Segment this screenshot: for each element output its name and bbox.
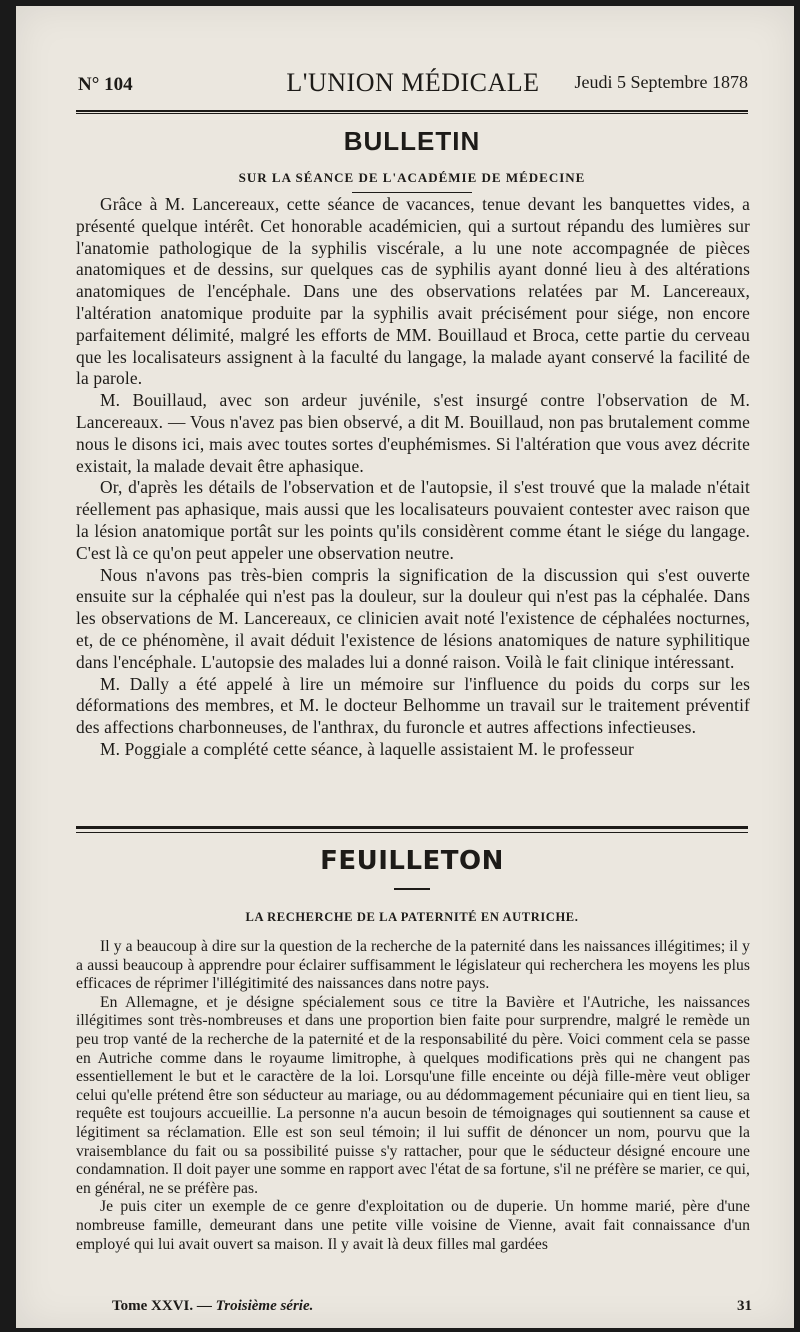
footer-tome: Tome XXVI. — bbox=[112, 1298, 212, 1314]
bulletin-paragraph-4: Nous n'avons pas très-bien compris la signification de la discussion qui s'est ouverte ensuite sur la céphalée qui n'est pas la douleur, sur la douleur qui n'est pas la céphalée. Dans les observations de M. Lancereaux, ce clinicien avait noté l'existence de céphalées nocturnes, et, de ce phénomène, il avait déduit l'existence de lésions anatomiques de nature syphilitique dans l'encéphale. L'autopsie des malades lui a donné raison. Voilà le fait clinique intéressant. bbox=[76, 564, 750, 672]
journal-title: L'UNION MÉDICALE bbox=[286, 68, 540, 97]
feuilleton-paragraph-3: Je puis citer un exemple de ce genre d'exploitation ou de duperie. Un homme marié, père d'une nombreuse famille, demeurant dans une petite ville voisine de Vienne, avait fait connaissance d'un employé qui lui avait ouvert sa maison. Il y avait là deux filles mal gardées bbox=[76, 1198, 750, 1253]
header-rule-thin bbox=[76, 113, 748, 114]
footer-serie: Troisième série. bbox=[215, 1298, 314, 1314]
newspaper-page bbox=[16, 6, 794, 1328]
subtitle-rule bbox=[352, 192, 472, 193]
issue-number: N° 104 bbox=[78, 74, 133, 95]
feuilleton-subtitle: LA RECHERCHE DE LA PATERNITÉ EN AUTRICHE. bbox=[245, 910, 579, 924]
page-header bbox=[78, 66, 748, 102]
page-number: 31 bbox=[737, 1298, 752, 1314]
feuilleton-title: FEUILLETON bbox=[320, 846, 504, 876]
feuilleton-article bbox=[76, 938, 750, 1254]
bulletin-paragraph-1: Grâce à M. Lancereaux, cette séance de vacances, tenue devant les banquettes vides, a présenté quelque intérêt. Cet honorable académicien, qui a surtout répandu des lumières sur l'anatomie pathologique de la syphilis viscérale, a lu une note accompagnée de pièces anatomiques et de dessins, sur quelques cas de syphilis ayant donné lieu à des altérations anatomiques de l'encéphale. Dans une des observations relatées par M. Lancereaux, l'altération anatomique produite par la syphilis avait précisément pour siége, non encore parfaitement délimité, malgré les efforts de MM. Bouillaud et Broca, cette partie du cerveau que les localisateurs assignent à la faculté du langage, la malade ayant conservé la facilité de la parole. bbox=[76, 194, 750, 389]
bulletin-paragraph-6: M. Poggiale a complété cette séance, à laquelle assistaient M. le professeur bbox=[100, 738, 634, 759]
section-divider-thin bbox=[76, 832, 748, 833]
header-rule bbox=[76, 110, 748, 112]
bulletin-title: BULLETIN bbox=[343, 126, 481, 156]
feuilleton-paragraph-2: En Allemagne, et je désigne spécialement sous ce titre la Bavière et l'Autriche, les naissances illégitimes sont très-nombreuses et dans une proportion bien faite pour surprendre, malgré le remède un peu trop vanté de la recherche de la paternité et de la responsabilité du père. Voici comment cela se passe en Autriche comme dans le royaume limitrophe, à quelques modifications près qui ne changent pas essentiellement le but et le caractère de la loi. Lorsqu'une fille enceinte ou déjà fille-mère veut obliger celui qu'elle prétend être son séducteur au mariage, ou au dédommagement pécuniaire qui en tient lieu, sa requête est toujours accueillie. La personne n'a aucun besoin de témoignages qui soutiennent sa cause et légitiment sa réclamation. Elle est son seul témoin; il lui suffit de dénoncer un nom, pourvu que la vraisemblance du fait ou sa possibilité puisse s'y rattacher, pour que le séducteur désigné encoure une condamnation. Il doit payer une somme en rapport avec l'état de sa fortune, s'il ne préfère se marier, ce qui, en général, ne se préfère pas. bbox=[76, 993, 750, 1197]
page-footer bbox=[112, 1298, 752, 1315]
feuilleton-dash bbox=[394, 888, 430, 890]
bulletin-paragraph-2: M. Bouillaud, avec son ardeur juvénile, s'est insurgé contre l'observation de M. Lancereaux. — Vous n'avez pas bien observé, a dit M. Bouillaud, non pas brutalement comme nous le disons ici, mais avec toutes sortes d'euphémismes. Si l'altération que vous avez décrite existait, la malade devait être aphasique. bbox=[76, 390, 750, 476]
bulletin-paragraph-5: M. Dally a été appelé à lire un mémoire sur l'influence du poids du corps sur les déformations des membres, et M. le docteur Belhomme un travail sur le traitement préventif des affections charbonneuses, de l'anthrax, du furoncle et autres affections infectieuses. bbox=[76, 673, 750, 738]
section-divider bbox=[76, 826, 748, 829]
feuilleton-paragraph-1: Il y a beaucoup à dire sur la question de la recherche de la paternité dans les naissances illégitimes; il y a aussi beaucoup à apprendre pour éclairer suffisamment le législateur qui recherchera les moyens les plus efficaces de réprimer l'illégitimité des naissances dans notre pays. bbox=[76, 938, 750, 993]
bulletin-subtitle: SUR LA SÉANCE DE L'ACADÉMIE DE MÉDECINE bbox=[238, 170, 586, 185]
bulletin-paragraph-3: Or, d'après les détails de l'observation et de l'autopsie, il s'est trouvé que la malade n'était réellement pas aphasique, mais aussi que les localisateurs pouvaient contester avec raison que la lésion anatomique portât sur les points qu'ils considèrent comme étant le siége du langage. C'est là ce qu'on peut appeler une observation neutre. bbox=[76, 477, 750, 563]
issue-date: Jeudi 5 Septembre 1878 bbox=[574, 72, 748, 92]
bulletin-article bbox=[76, 194, 750, 761]
